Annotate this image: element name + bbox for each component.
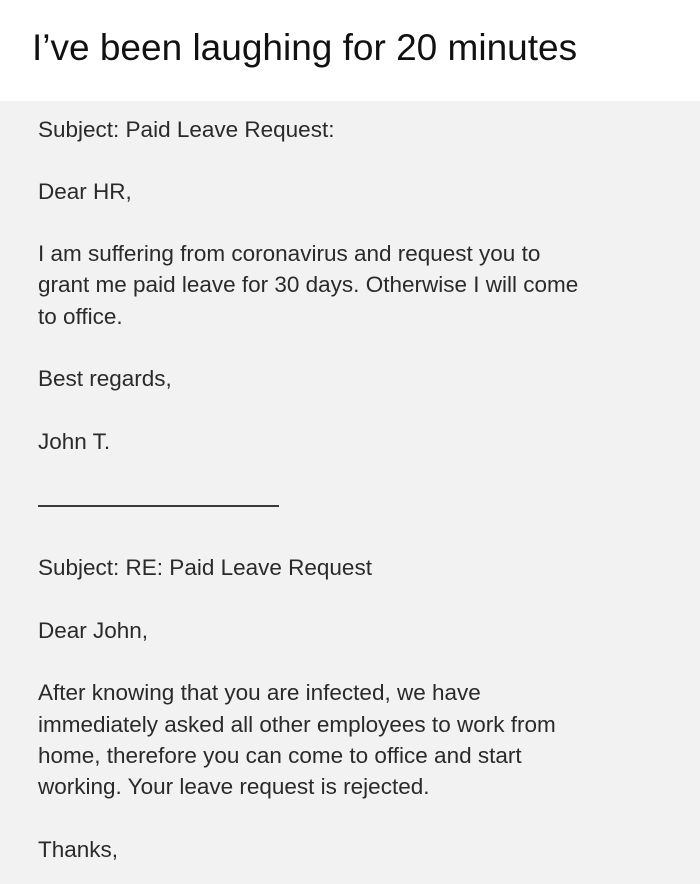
signature-divider — [38, 505, 279, 507]
email-screenshot — [0, 101, 700, 884]
reply-greeting: Dear John, — [38, 618, 149, 643]
reply-subject: Subject: RE: Paid Leave Request — [38, 555, 372, 580]
reply-body-line: immediately asked all other employees to work from — [38, 712, 556, 737]
original-closing: Best regards, — [38, 366, 172, 391]
reply-body-line: After knowing that you are infected, we have — [38, 680, 481, 705]
original-subject: Subject: Paid Leave Request: — [38, 117, 335, 142]
post-caption: I’ve been laughing for 20 minutes — [32, 27, 578, 68]
reply-body-line: home, therefore you can come to office and start — [38, 743, 522, 768]
original-greeting: Dear HR, — [38, 179, 132, 204]
reply-body-line: working. Your leave request is rejected. — [38, 774, 430, 799]
original-body-line: to office. — [38, 304, 123, 329]
reply-closing: Thanks, — [38, 837, 119, 862]
original-signature: John T. — [38, 429, 111, 454]
original-body-line: I am suffering from coronavirus and request you to — [38, 241, 541, 266]
original-body-line: grant me paid leave for 30 days. Otherwise I will come — [38, 272, 579, 297]
